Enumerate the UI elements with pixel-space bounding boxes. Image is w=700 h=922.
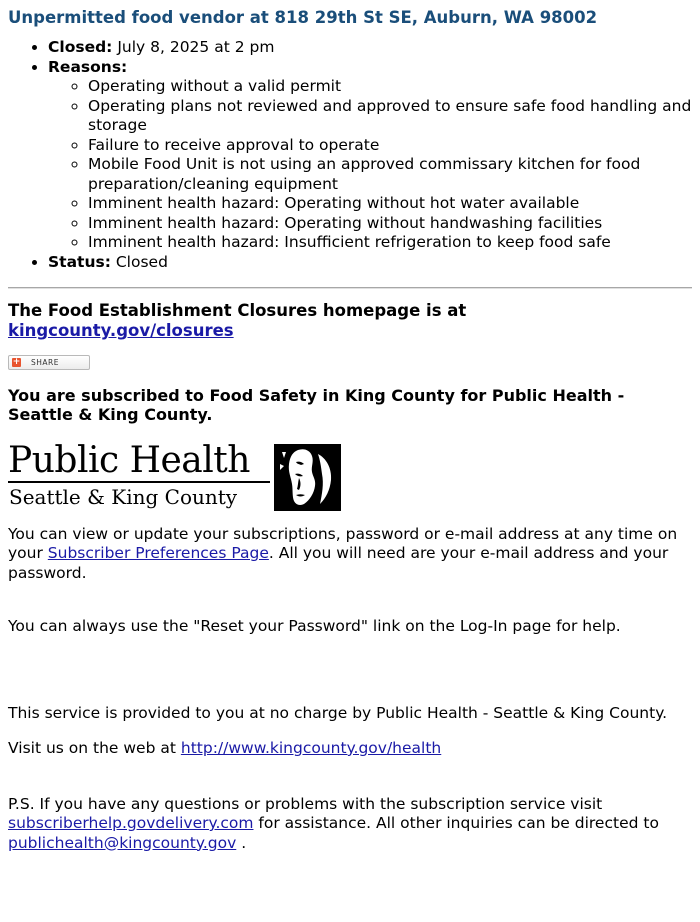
reason-item: ◦ Operating plans not reviewed and approved to ensure safe food handling and storage bbox=[88, 97, 692, 136]
preferences-text-before: You can view or update your subscriptions, password or e-mail address at any time on your bbox=[8, 524, 678, 562]
preferences-text-after: . All you will need are your e-mail address and your password. bbox=[8, 544, 669, 582]
kingcounty-health-link[interactable]: http://www.kingcounty.gov/health bbox=[180, 739, 442, 757]
share-label: SHARE bbox=[31, 358, 59, 367]
separator bbox=[8, 287, 692, 289]
publichealth-email-link[interactable]: publichealth@kingcounty.gov bbox=[8, 833, 237, 852]
reason-item: ◦ Imminent health hazard: Operating without hot water available bbox=[88, 194, 692, 214]
subscription-notice: You are subscribed to Food Safety in King County for Public Health - Seattle & King County. bbox=[8, 385, 625, 424]
closures-homepage-link[interactable]: kingcounty.gov/closures bbox=[8, 321, 234, 340]
logo-rule bbox=[8, 481, 270, 483]
ps-text-after: . bbox=[241, 833, 247, 852]
reason-item: ◦ Failure to receive approval to operate bbox=[88, 136, 692, 156]
homepage-line bbox=[8, 301, 692, 341]
logo-subtitle: Seattle & King County bbox=[9, 484, 238, 509]
page-title: Unpermitted food vendor at 818 29th St SE, Auburn, WA 98002 bbox=[8, 8, 598, 27]
public-health-logo bbox=[8, 441, 692, 513]
reason-item: ◦ Operating without a valid permit bbox=[88, 77, 692, 97]
subscriberhelp-link[interactable]: subscriberhelp.govdelivery.com bbox=[8, 814, 254, 832]
ps-text-before: P.S. If you have any questions or problems with the subscription service visit bbox=[8, 794, 603, 813]
share-button[interactable] bbox=[8, 355, 90, 370]
ps-text-middle: for assistance. All other inquiries can be directed to bbox=[258, 814, 659, 832]
closed-label: Closed: bbox=[48, 38, 113, 56]
reason-item: ◦ Mobile Food Unit is not using an approved commissary kitchen for food preparation/cleaning equipment bbox=[88, 155, 692, 194]
subscriber-preferences-link[interactable]: Subscriber Preferences Page bbox=[47, 544, 269, 562]
status-label: Status: bbox=[48, 252, 111, 271]
visit-web-paragraph bbox=[8, 739, 692, 759]
face-emblem-icon bbox=[274, 444, 341, 511]
reasons-item bbox=[48, 58, 692, 253]
service-paragraph: This service is provided to you at no charge by Public Health - Seattle & King County. bbox=[8, 703, 668, 722]
logo-title: Public Health bbox=[8, 439, 250, 481]
status-value: Closed bbox=[115, 252, 168, 271]
preferences-paragraph bbox=[8, 525, 692, 584]
closed-value: July 8, 2025 at 2 pm bbox=[117, 38, 275, 56]
closed-item bbox=[48, 38, 692, 58]
ps-paragraph bbox=[8, 795, 692, 854]
status-item bbox=[48, 253, 692, 273]
reasons-label: Reasons: bbox=[48, 57, 128, 76]
reasons-list bbox=[48, 77, 692, 253]
reason-item: ◦ Imminent health hazard: Operating without handwashing facilities bbox=[88, 214, 692, 234]
reason-item: ◦ Imminent health hazard: Insufficient refrigeration to keep food safe bbox=[88, 233, 692, 253]
reset-password-paragraph: You can always use the "Reset your Password" link on the Log-In page for help. bbox=[8, 617, 621, 635]
homepage-text: The Food Establishment Closures homepage is at bbox=[8, 301, 467, 320]
share-plus-icon: + bbox=[12, 357, 21, 367]
closure-facts-list bbox=[8, 38, 692, 272]
visit-web-text: Visit us on the web at bbox=[8, 739, 176, 757]
